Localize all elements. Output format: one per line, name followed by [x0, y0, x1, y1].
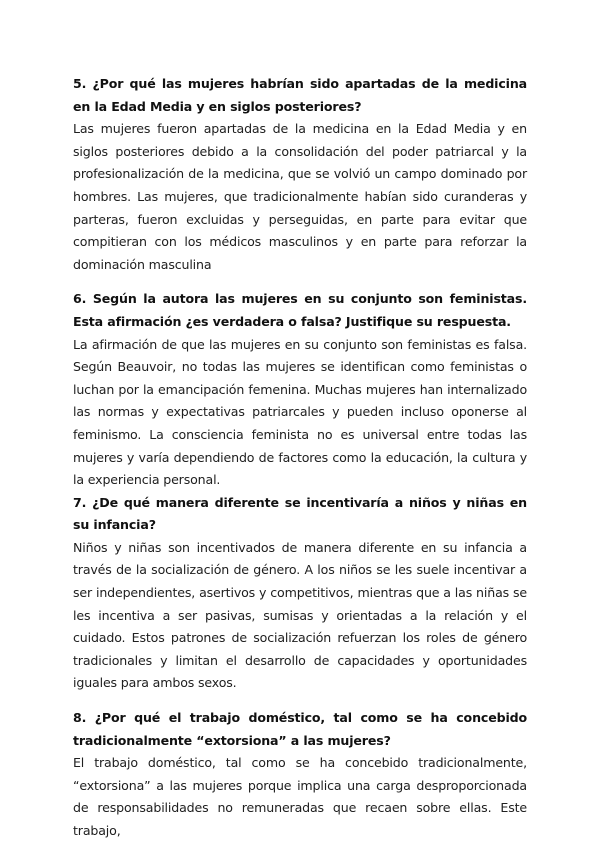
question-8-section [73, 707, 527, 843]
document-body [73, 73, 527, 843]
question-5-heading: 5. ¿Por qué las mujeres habrían sido apartadas de la medicina en la Edad Media y en siglos posteriores? [73, 76, 527, 114]
question-7-answer: Niños y niñas son incentivados de manera diferente en su infancia a través de la socialización de género. A los niños se les suele incentivar a ser independientes, asertivos y competitivos, mientras que a las niñas se les incentiva a ser pasivas, sumisas y orientadas a la relación y el cuidado. Estos patrones de socialización refuerzan los roles de género tradicionales y limitan el desarrollo de capacidades y oportunidades iguales para ambos sexos. [73, 539, 527, 691]
question-5-answer: Las mujeres fueron apartadas de la medicina en la Edad Media y en siglos posteriores debido a la consolidación del poder patriarcal y la profesionalización de la medicina, que se volvió un campo dominado por hombres. Las mujeres, que tradicionalmente habían sido curanderas y parteras, fueron excluidas y perseguidas, en parte para evitar que compitieran con los médicos masculinos y en parte para reforzar la dominación masculina [73, 121, 527, 272]
question-6-section [73, 288, 527, 491]
question-8-answer: El trabajo doméstico, tal como se ha concebido tradicionalmente, “extorsiona” a las mujeres porque implica una carga desproporcionada de responsabilidades no remuneradas que recaen sobre ellas. Este trabajo, [73, 755, 527, 838]
question-6-heading: 6. Según la autora las mujeres en su conjunto son feministas. Esta afirmación ¿es verdadera o falsa? Justifique su respuesta. [73, 291, 527, 329]
question-8-heading: 8. ¿Por qué el trabajo doméstico, tal como se ha concebido tradicionalmente “extorsiona” a las mujeres? [73, 710, 527, 748]
question-7-section [73, 492, 527, 695]
question-6-answer: La afirmación de que las mujeres en su conjunto son feministas es falsa. Según Beauvoir, no todas las mujeres se identifican como feministas o luchan por la emancipación femenina. Muchas mujeres han internalizado las normas y expectativas patriarcales y pueden incluso oponerse al feminismo. La consciencia feminista no es universal entre todas las mujeres y varía dependiendo de factores como la educación, la cultura y la experiencia personal. [73, 336, 527, 488]
question-7-heading: 7. ¿De qué manera diferente se incentivaría a niños y niñas en su infancia? [73, 494, 527, 533]
question-5-section [73, 73, 527, 276]
